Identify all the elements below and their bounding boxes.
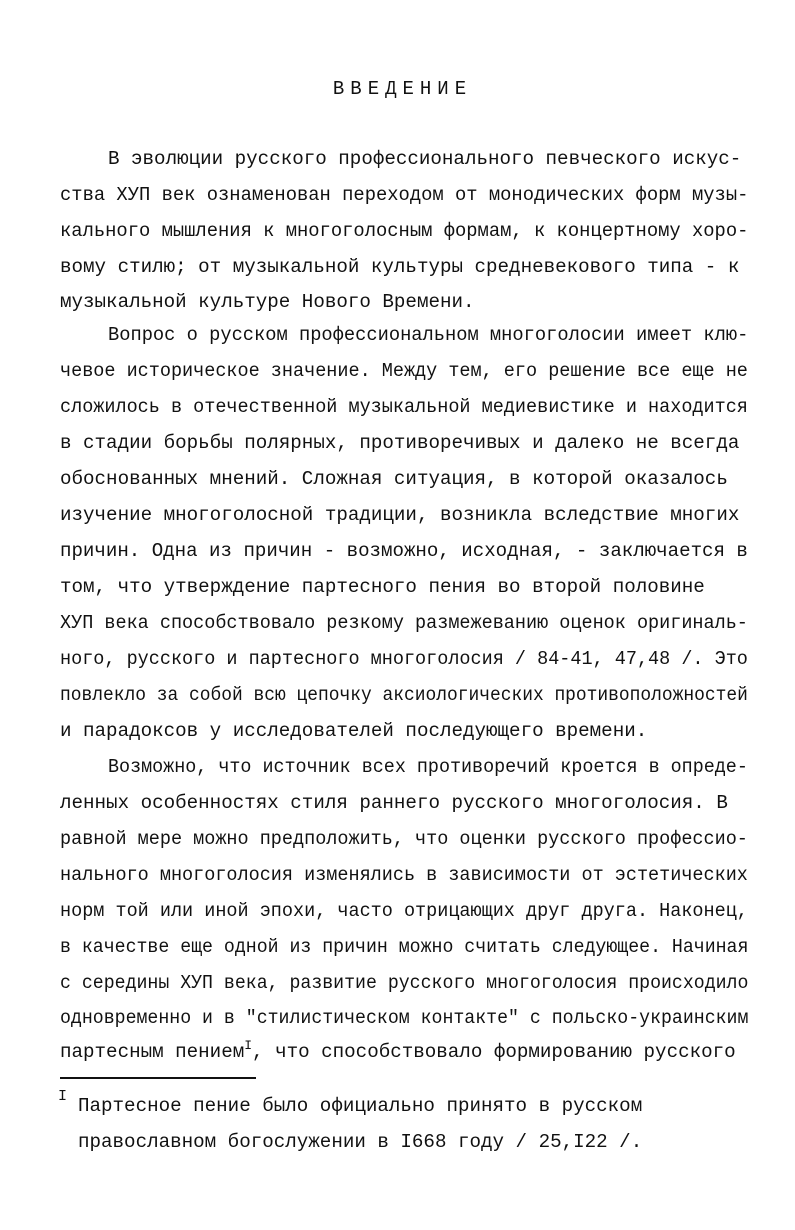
text-line: повлекло за собой всю цепочку аксиологических противоположностей (60, 684, 748, 706)
footnote-line-1: Партесное пение было официально принято в русском (78, 1095, 643, 1117)
footnote-marker: I (58, 1088, 68, 1105)
text-line: обоснованных мнений. Сложная ситуация, в которой оказалось (60, 468, 728, 490)
last-line-continuation: , что способствовало формированию русского (252, 1041, 736, 1063)
last-line-text: партесным пением (60, 1041, 245, 1063)
text-line: ного, русского и партесного многоголосия / 84-41, 47,48 /. Это (60, 648, 748, 670)
footnote-divider (60, 1077, 256, 1079)
text-line: Возможно, что источник всех противоречий кроется в опреде- (108, 756, 748, 778)
text-line: равной мере можно предположить, что оценки русского профессио- (60, 828, 748, 850)
text-line: Вопрос о русском профессиональном многоголосии имеет клю- (108, 324, 749, 346)
text-line: ленных особенностях стиля раннего русского многоголосия. В (60, 792, 728, 814)
text-line: изучение многоголосной традиции, возникла вследствие многих (60, 504, 740, 526)
footnote-reference: I (244, 1038, 253, 1053)
text-line: том, что утверждение партесного пения во второй половине (60, 576, 705, 598)
text-line: музыкальной культуре Нового Времени. (60, 291, 475, 313)
page-title: ВВЕДЕНИЕ (332, 78, 473, 100)
text-line: с середины ХУП века, развитие русского многоголосия происходило (60, 972, 749, 994)
text-line: и парадоксов у исследователей последующего времени. (60, 720, 648, 742)
text-line: норм той или иной эпохи, часто отрицающих друг друга. Наконец, (60, 900, 748, 922)
text-line: В эволюции русского профессионального певческого искус- (108, 148, 742, 170)
text-line: ства ХУП век ознаменован переходом от монодических форм музы- (60, 184, 749, 206)
text-line: одновременно и в "стилистическом контакте" с польско-украинским (60, 1007, 749, 1029)
text-line: в качестве еще одной из причин можно считать следующее. Начиная (60, 936, 749, 958)
text-line: чевое историческое значение. Между тем, его решение все еще не (60, 360, 748, 382)
text-line: сложилось в отечественной музыкальной медиевистике и находится (60, 396, 748, 418)
text-line: кального мышления к многоголосным формам, к концертному хоро- (60, 220, 749, 242)
text-line (60, 1040, 736, 1066)
text-line: вому стилю; от музыкальной культуры средневекового типа - к (60, 256, 740, 278)
text-line: ХУП века способствовало резкому размежеванию оценок оригиналь- (60, 612, 748, 634)
footnote-line-2: православном богослужении в I668 году / 25,I22 /. (78, 1131, 643, 1153)
text-line: в стадии борьбы полярных, противоречивых и далеко не всегда (60, 432, 740, 454)
text-line: нального многоголосия изменялись в зависимости от эстетических (60, 864, 748, 886)
text-line: причин. Одна из причин - возможно, исходная, - заключается в (60, 540, 748, 562)
